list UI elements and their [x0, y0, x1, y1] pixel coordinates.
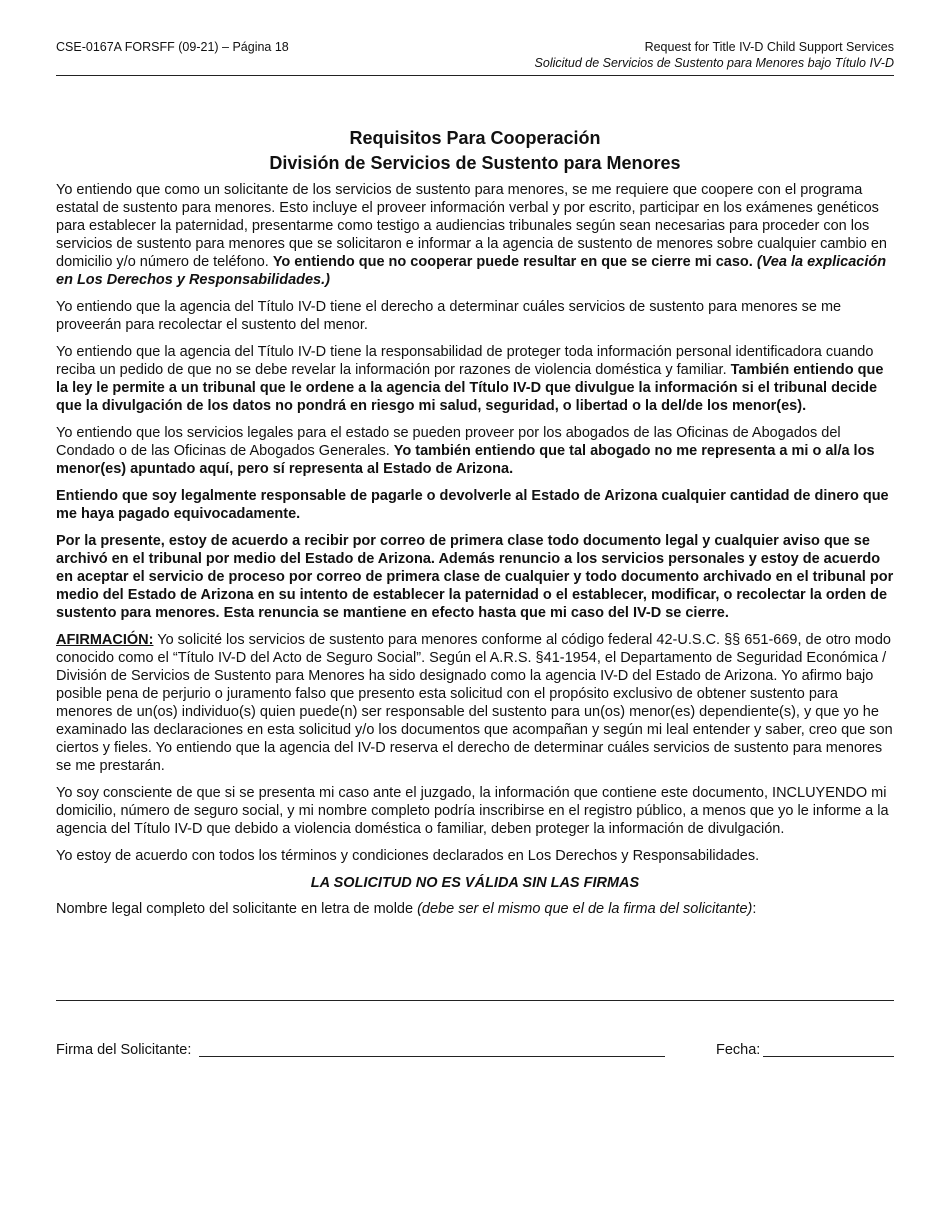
page-header	[56, 38, 894, 76]
signature-row	[56, 1041, 894, 1061]
paragraph-affirmation	[56, 631, 894, 775]
name-label-colon: :	[752, 901, 757, 917]
p4-text: Yo entiendo que los servicios legales para el estado se pueden proveer por los abogados de las Oficinas de Abogados del Condado o de las Oficinas de Abogados Generales.	[56, 425, 841, 459]
title-line-1: Requisitos Para Cooperación	[349, 128, 601, 148]
document-titles	[56, 126, 894, 175]
document-body	[56, 181, 894, 918]
paragraph-agency-rights	[56, 298, 894, 334]
paragraph-repayment	[56, 487, 894, 523]
header-titles	[535, 39, 894, 71]
applicant-name-line[interactable]	[56, 1000, 894, 1001]
paragraph-public-record	[56, 784, 894, 838]
p4-bold: Yo también entiendo que tal abogado no me representa a mi o al/a los menor(es) apuntado aquí, pero sí representa al Estado de Arizona.	[56, 443, 875, 477]
header-title-en: Request for Title IV-D Child Support Services	[644, 40, 894, 54]
form-id: CSE-0167A FORSFF (09-21) – Página 18	[56, 40, 289, 54]
date-label: Fecha:	[716, 1042, 761, 1058]
p1-bold: Yo entiendo que no cooperar puede resultar en que se cierre mi caso.	[272, 254, 753, 270]
affirmation-label: AFIRMACIÓN:	[56, 632, 154, 648]
signature-label: Firma del Solicitante:	[56, 1042, 192, 1058]
p3-bold: También entiendo que la ley le permite a un tribunal que le ordene a la agencia del Título IV-D que divulgue la información si el tribunal decide que la divulgación de los datos no pondrá en riesgo mi salud, seguridad, o libertad o la del/de los menor(es).	[56, 362, 884, 414]
paragraph-service-waiver	[56, 532, 894, 622]
p3-text: Yo entiendo que la agencia del Título IV-D tiene la responsabilidad de proteger toda información personal identificadora cuando reciba un pedido de que no se debe revelar la información por razones de violencia doméstica y familiar.	[56, 344, 874, 378]
signature-notice: LA SOLICITUD NO ES VÁLIDA SIN LAS FIRMAS	[310, 875, 640, 891]
signature-line[interactable]	[199, 1056, 665, 1057]
paragraph-legal-services	[56, 424, 894, 478]
name-label-note: (debe ser el mismo que el de la firma del solicitante)	[417, 901, 753, 917]
p2-text: Yo entiendo que la agencia del Título IV-D tiene el derecho a determinar cuáles servicios de sustento para menores se me proveerán para recolectar el sustento del menor.	[56, 299, 842, 333]
paragraph-privacy	[56, 343, 894, 415]
name-label-text: Nombre legal completo del solicitante en letra de molde	[56, 901, 414, 917]
p8-text: Yo soy consciente de que si se presenta mi caso ante el juzgado, la información que contiene este documento, INCLUYENDO mi domicilio, número de seguro social, y mi nombre completo podría inscribirse en el registro público, a menos que yo le informe a la agencia del Título IV-D que debido a violencia doméstica o familiar, deben proteger la información de divulgación.	[56, 785, 889, 837]
date-line[interactable]	[763, 1056, 894, 1057]
p1-text: Yo entiendo que como un solicitante de los servicios de sustento para menores, se me requiere que coopere con el programa estatal de sustento para menores. Esto incluye el proveer información verbal y por escrito, participar en los exámenes genéticos para establecer la paternidad, presentarme como testigo a audiencias tribunales según sean necesarias para proceder con los servicios de sustento para menores que se solicitaron e informar a la agencia de sustento de menores sobre cualquier cambio en domicilio y/o número de teléfono.	[56, 182, 887, 270]
p6-bold: Por la presente, estoy de acuerdo a recibir por correo de primera clase todo documento legal y cualquier aviso que se archivó en el tribunal por medio del Estado de Arizona. Además renuncio a los servicios personales y estoy de acuerdo en aceptar el servicio de proceso por correo de primera clase de cualquier y todo documento archivado en el tribunal por medio del Estado de Arizona en su intento de establecer la paternidad o el establecer, modificar, o recolectar la orden de sustento para menores. Esta renuncia se mantiene en efecto hasta que mi caso del IV-D se cierre.	[56, 533, 894, 621]
header-title-es: Solicitud de Servicios de Sustento para Menores bajo Título IV-D	[534, 56, 894, 70]
paragraph-cooperation	[56, 181, 894, 289]
p1-bold-italic: (Vea la explicación en Los Derechos y Responsabilidades.)	[56, 254, 887, 288]
p5-bold: Entiendo que soy legalmente responsable de pagarle o devolverle al Estado de Arizona cualquier cantidad de dinero que me haya pagado equivocadamente.	[56, 488, 889, 522]
name-field-label	[56, 900, 894, 918]
p9-text: Yo estoy de acuerdo con todos los términos y condiciones declarados en Los Derechos y Responsabilidades.	[56, 848, 760, 864]
paragraph-agreement	[56, 847, 894, 865]
title-line-2: División de Servicios de Sustento para Menores	[269, 152, 681, 173]
p7-text: Yo solicité los servicios de sustento para menores conforme al código federal 42-U.S.C. §§ 651-669, de otro modo conocido como el “Título IV-D del Acto de Seguro Social”. Según el A.R.S. §41-1954, el Departamento de Seguridad Económica / División de Servicios de Sustento para Menores ha sido designado como la agencia IV-D del Estado de Arizona. Yo afirmo bajo posible pena de perjurio o juramento falso que presento esta solicitud con el propósito exclusivo de obtener sustento para menores de un(os) individuo(s) quien puede(n) ser responsable del sustento para un(os) menor(es) dependiente(s), y que yo he examinado las declaraciones en esta solicitud y/o los documentos que acompañan y según mi leal entender y saber, creo que son ciertos y fieles. Yo entiendo que la agencia del IV-D reserva el derecho de determinar cuáles servicios de sustento para menores se me prestarán.	[56, 632, 893, 774]
